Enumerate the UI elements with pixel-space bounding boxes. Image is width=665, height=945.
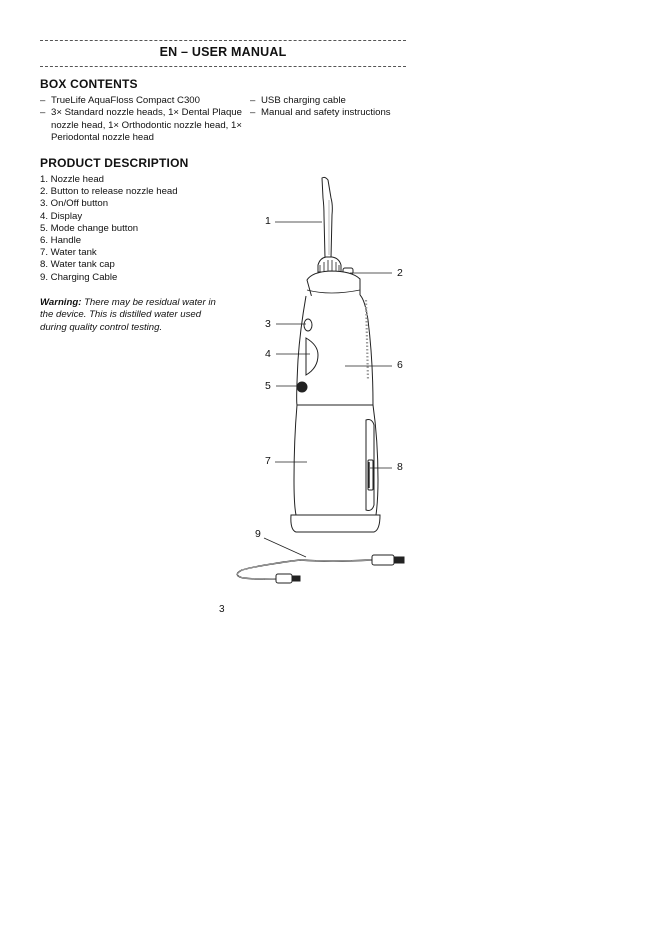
part-item: 2. Button to release nozzle head <box>40 186 178 198</box>
list-item-text: Manual and safety instructions <box>261 107 391 119</box>
warning-text: There may be residual water in the device. This is distilled water used during quality control testing. <box>40 297 216 333</box>
mode-button-drawing <box>297 382 307 392</box>
part-item: 6. Handle <box>40 235 82 247</box>
list-dash: – <box>250 107 256 119</box>
list-dash: – <box>40 107 46 119</box>
device-drawing <box>291 177 380 532</box>
part-item: 4. Display <box>40 210 83 222</box>
part-item: 7. Water tank <box>40 247 97 259</box>
part-item: 8. Water tank cap <box>40 259 115 271</box>
callout-label: 5 <box>265 380 271 392</box>
part-item: 3. On/Off button <box>40 198 109 210</box>
part-item: 1. Nozzle head <box>40 174 104 185</box>
list-item-text: 3× Standard nozzle heads, 1× Dental Plaque nozzle head, 1× Orthodontic nozzle head, 1× Periodontal nozzle head <box>51 107 242 143</box>
product-description-heading: PRODUCT DESCRIPTION <box>40 156 189 170</box>
list-dash: – <box>40 95 46 106</box>
nozzle-collar-drawing <box>318 257 341 272</box>
charging-cable-drawing <box>237 555 404 583</box>
callout-label: 1 <box>265 215 271 227</box>
nozzle-head-drawing <box>322 177 332 258</box>
callout-label: 4 <box>265 348 271 360</box>
power-button-drawing <box>304 319 312 331</box>
base-drawing <box>291 515 380 532</box>
callout-label: 2 <box>397 267 403 279</box>
list-item-text: USB charging cable <box>261 95 346 106</box>
manual-title: EN – USER MANUAL <box>159 45 287 59</box>
part-item: 5. Mode change button <box>40 222 139 234</box>
callout-label: 7 <box>265 455 271 467</box>
water-tank-drawing <box>294 405 378 515</box>
callout-label: 3 <box>265 318 271 330</box>
callout-label: 9 <box>255 528 261 540</box>
box-contents-heading: BOX CONTENTS <box>40 77 138 91</box>
page-number: 3 <box>219 604 225 615</box>
callout-label: 6 <box>397 359 403 371</box>
list-dash: – <box>250 95 256 106</box>
part-item: 9. Charging Cable <box>40 271 118 283</box>
callout-label: 8 <box>397 461 403 473</box>
list-item-text: TrueLife AquaFloss Compact C300 <box>51 95 200 106</box>
warning-label: Warning: <box>40 297 82 308</box>
